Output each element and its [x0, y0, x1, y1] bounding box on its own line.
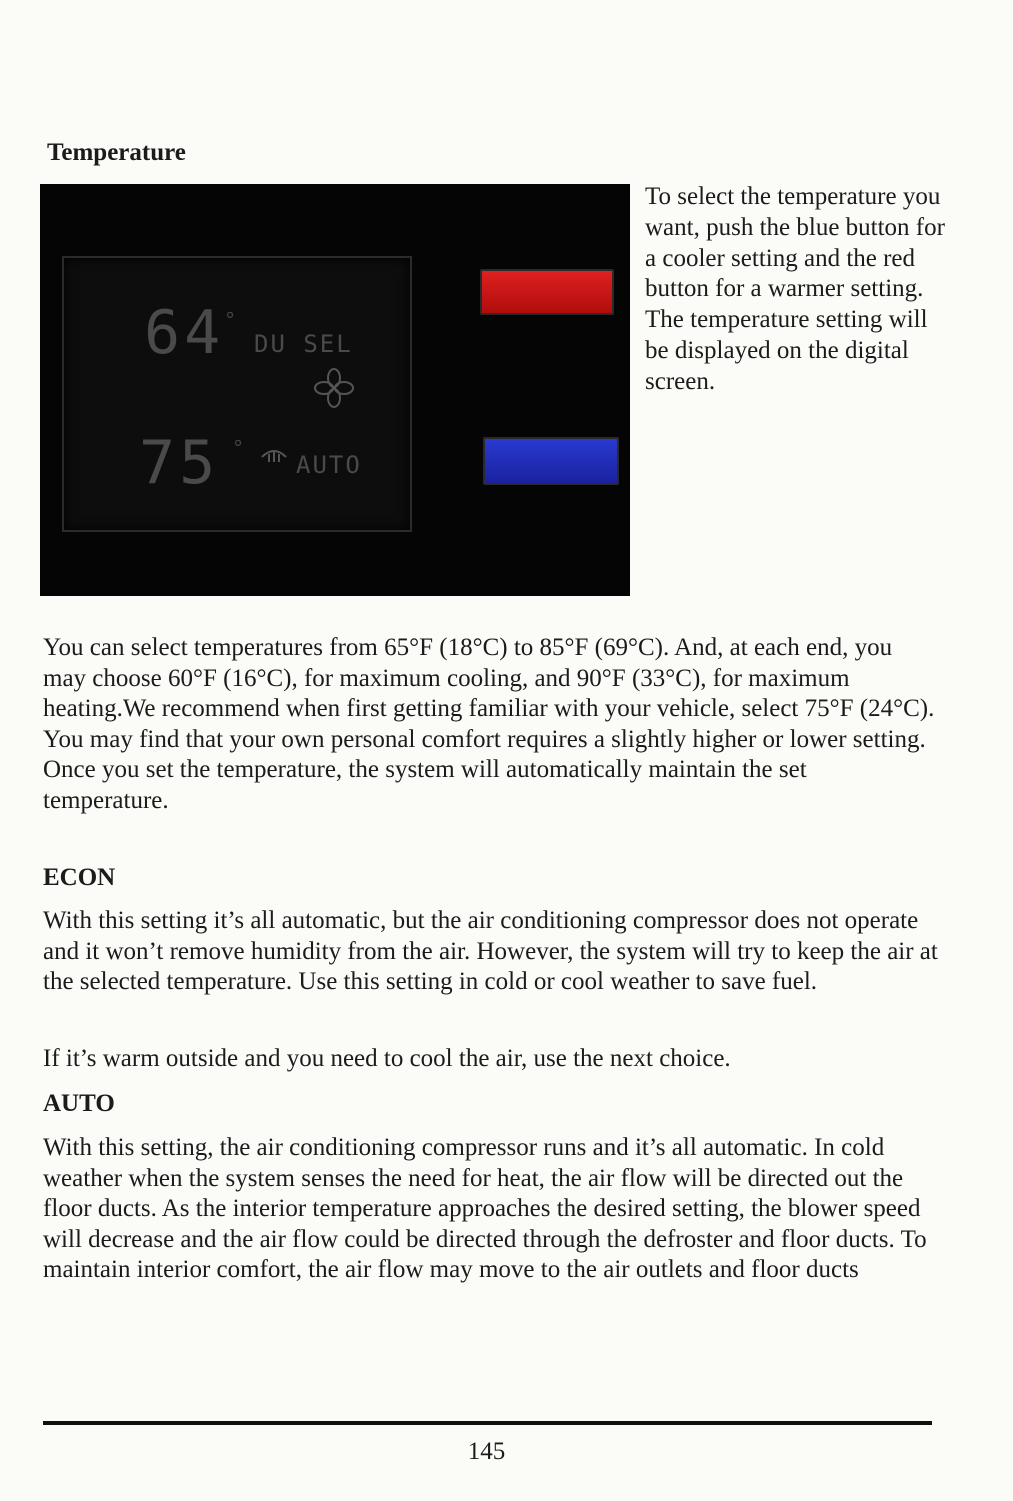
page-number: 145	[467, 1438, 506, 1465]
digital-display	[62, 256, 412, 532]
section-title: Temperature	[47, 139, 186, 166]
econ-paragraph: With this setting it’s all automatic, but the air conditioning compressor does not operate and it won’t remove humidity from the air. However, the system will try to keep the air at the selected temperature. Use this setting in cold or cool weather to save fuel.	[43, 907, 938, 996]
temperature-paragraph: You can select temperatures from 65°F (18°C) to 85°F (69°C). And, at each end, you may choose 60°F (16°C), for maximum cooling, and 90°F (33°C), for maximum heating.We recommend when first getting familiar with your vehicle, select 75°F (24°C). You may find that your own personal comfort requires a slightly higher or lower setting. Once you set the temperature, the system will automatically maintain the set temperature.	[43, 634, 935, 814]
climate-control-photo	[40, 184, 630, 596]
cooler-temperature-button[interactable]	[483, 437, 619, 485]
defrost-icon	[259, 443, 289, 472]
econ-note: If it’s warm outside and you need to cool the air, use the next choice.	[43, 1045, 731, 1072]
display-lower-temp: 75	[139, 428, 220, 498]
side-instructions: To select the temperature you want, push the blue button for a cooler setting and the red button for a warmer setting. The temperature setting will be displayed on the digital screen.	[645, 183, 945, 395]
degree-icon: °	[232, 436, 245, 460]
warmer-temperature-button[interactable]	[480, 269, 614, 315]
degree-icon: °	[224, 308, 237, 332]
footer-rule	[43, 1421, 932, 1425]
auto-heading: AUTO	[43, 1090, 115, 1117]
econ-heading: ECON	[43, 864, 116, 891]
fan-icon	[314, 368, 354, 413]
display-upper-temp: 64	[144, 298, 225, 368]
display-lower-mode: AUTO	[296, 451, 362, 479]
display-upper-text: DU SEL	[254, 330, 353, 358]
auto-paragraph: With this setting, the air conditioning compressor runs and it’s all automatic. In cold weather when the system senses the need for heat, the air flow will be directed out the floor ducts. As the interior temperature approaches the desired setting, the blower speed will decrease and the air flow could be directed through the defroster and floor ducts. To maintain interior comfort, the air flow may move to the air outlets and floor ducts	[43, 1134, 927, 1284]
